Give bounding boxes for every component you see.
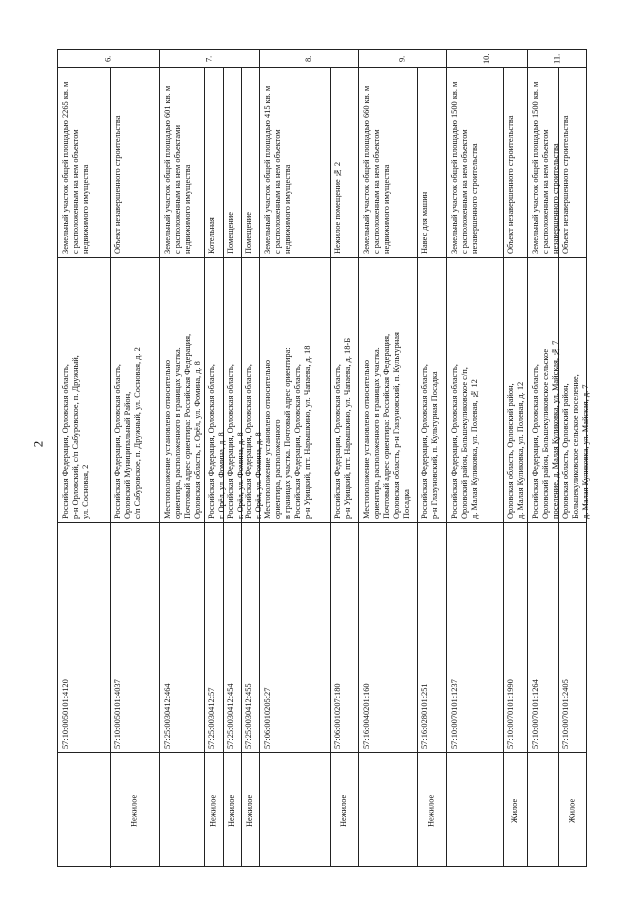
table-row — [260, 50, 359, 866]
table-row — [447, 50, 528, 866]
object-description: Котельная — [207, 217, 216, 254]
cadastral-number: 57:10:0070101:1237 — [450, 679, 459, 749]
cadastral-number: 57:25:0030412:454 — [226, 683, 235, 749]
usage-status — [263, 756, 327, 865]
cadastral-number: 57:10:0070101:2405 — [561, 679, 570, 749]
address: Российская Федерация, Орловская область, Орловский район, Большекуликовское с/п, д. Малая Куликовка, ул. Полевая, № 12 — [450, 364, 479, 519]
cadastral-number: 57:10:0050101:4120 — [61, 679, 70, 749]
address: Орловская область, Орловский район, д. Малая Куликовка, ул. Полевая, д. 12 — [506, 381, 525, 519]
property-table — [57, 49, 590, 867]
cadastral-number: 57:06:0010205:27 — [263, 687, 272, 749]
usage-status — [450, 756, 500, 865]
usage-status: Нежилое — [227, 794, 236, 827]
usage-status — [163, 756, 201, 865]
object-description: Земельный участок общей площадью 601 кв. м с расположенным на нем объектами недвижимого имущества — [163, 85, 192, 254]
usage-status — [531, 756, 555, 865]
cadastral-number: 57:06:0010207:180 — [333, 683, 342, 749]
object-description: Земельный участок общей площадью 660 кв. м с расположенным на нем объектом недвижимого имущества — [362, 85, 391, 254]
usage-status: Жилое — [567, 798, 577, 823]
usage-status: Нежилое — [339, 794, 348, 827]
address: Местоположение установлено относительно ориентира, расположенного в границах участка. Почтовый адрес ориентира: Российская Федерация, Орловская область, г. Орёл, ул. Фомина, д. 8 — [163, 333, 202, 519]
usage-status: Нежилое — [426, 794, 436, 827]
row-number: 8. — [304, 55, 313, 62]
row-number: 6. — [103, 55, 113, 62]
cadastral-number: 57:10:0070101:1990 — [506, 679, 515, 749]
usage-status: Нежилое — [208, 794, 218, 827]
cadastral-number: 57:25:0030412:57 — [207, 687, 216, 749]
table-row — [160, 50, 263, 866]
object-description: Земельный участок общей площадью 2265 кв. м с расположенным на нем объектом недвижимого имущества — [61, 81, 90, 254]
usage-status: Нежилое — [245, 794, 254, 827]
object-description: Навес для машин — [420, 191, 429, 254]
row-number: 9. — [397, 55, 407, 62]
cadastral-number: 57:16:0040201:160 — [362, 683, 371, 749]
usage-status — [362, 756, 414, 865]
address: Местоположение установлено относительно ориентира, расположенного в границах участка. Почтовый адрес ориентира: Российская Федерация, Орловская область, р-н Глазуновский, п. Культурная Посадка — [362, 332, 411, 519]
row-number: 7. — [204, 55, 214, 62]
address: Российская Федерация, Орловская область, Орловский район, Большекуликовское сельское поселение, д. Малая Куликовка, ул. Майская, № 7 — [531, 340, 560, 519]
usage-status — [61, 756, 107, 865]
address: Российская Федерация, Орловская область, г. Орёл, ул. Фомина, д. 8 — [226, 364, 245, 519]
object-description: Нежилое помещение № 2 — [333, 161, 342, 254]
cadastral-number: 57:25:0030412:464 — [163, 683, 172, 749]
address: Российская Федерация, Орловская область, г. Орёл, ул. Фомина, д. 8 — [244, 364, 263, 519]
address: Российская Федерация, Орловская область, р-н Урицкий, пгт. Нарышкино, ул. Чапаева, д. 18-Б — [333, 337, 352, 519]
row-number: 11. — [552, 53, 562, 64]
usage-status: Жилое — [510, 798, 519, 823]
object-description: Объект незавершенного строительства — [506, 115, 515, 254]
address: Российская Федерация, Орловская область, г. Орёл, ул. Фомина, д. 8 — [207, 364, 226, 519]
object-description: Земельный участок общей площадью 1500 кв. м с расположенным на нем объектом незавершенного строительства — [450, 81, 479, 254]
cadastral-number: 57:16:0280101:251 — [420, 683, 429, 749]
address: Орловская область, Орловский район, Большекуликовское сельское поселение, д. Малая Куликовка, ул. Майская, д. 7 — [561, 374, 590, 519]
page-number: 2 — [30, 440, 46, 448]
address: Российская Федерация, Орловская область, Орловский Муниципальный Район, с/п Сабуровское, п. Дружный, ул. Сосновая, д. 2 — [113, 347, 142, 519]
table-row — [58, 50, 160, 866]
address: Местоположение установлено относительно ориентира, расположенного в границах участка. Почтовый адрес ориентира: Российская Федерация, Орловская область, р-н Урицкий, пгт. Нарышкино, ул. Чапаева, д. 18 — [263, 345, 312, 519]
object-description: Земельный участок общей площадью 415 кв. м с расположенным на нем объектом недвижимого имущества — [263, 85, 292, 254]
object-description: Земельный участок общей площадью 1500 кв. м с расположенным на нем объектом незавершенного строительства — [531, 81, 560, 254]
usage-status: Нежилое — [129, 794, 139, 827]
table-row — [359, 50, 447, 866]
row-number: 10. — [482, 53, 491, 64]
address: Российская Федерация, Орловская область, р-н Глазуновский, п. Культурная Посадка — [420, 364, 439, 519]
object-description: Помещение — [244, 212, 253, 254]
address: Российская Федерация, Орловская область, р-н Орловский, с/п Сабуровское, п. Дружный, ул. Сосновая, 2 — [61, 355, 90, 519]
cadastral-number: 57:10:0070101:1264 — [531, 679, 540, 749]
cadastral-number: 57:10:0050101:4037 — [113, 679, 122, 749]
object-description: Помещение — [226, 212, 235, 254]
table-row — [528, 50, 590, 866]
object-description: Объект незавершенного строительства — [113, 115, 122, 254]
cadastral-number: 57:25:0030412:455 — [244, 683, 253, 749]
object-description: Объект незавершенного строительства — [561, 115, 570, 254]
